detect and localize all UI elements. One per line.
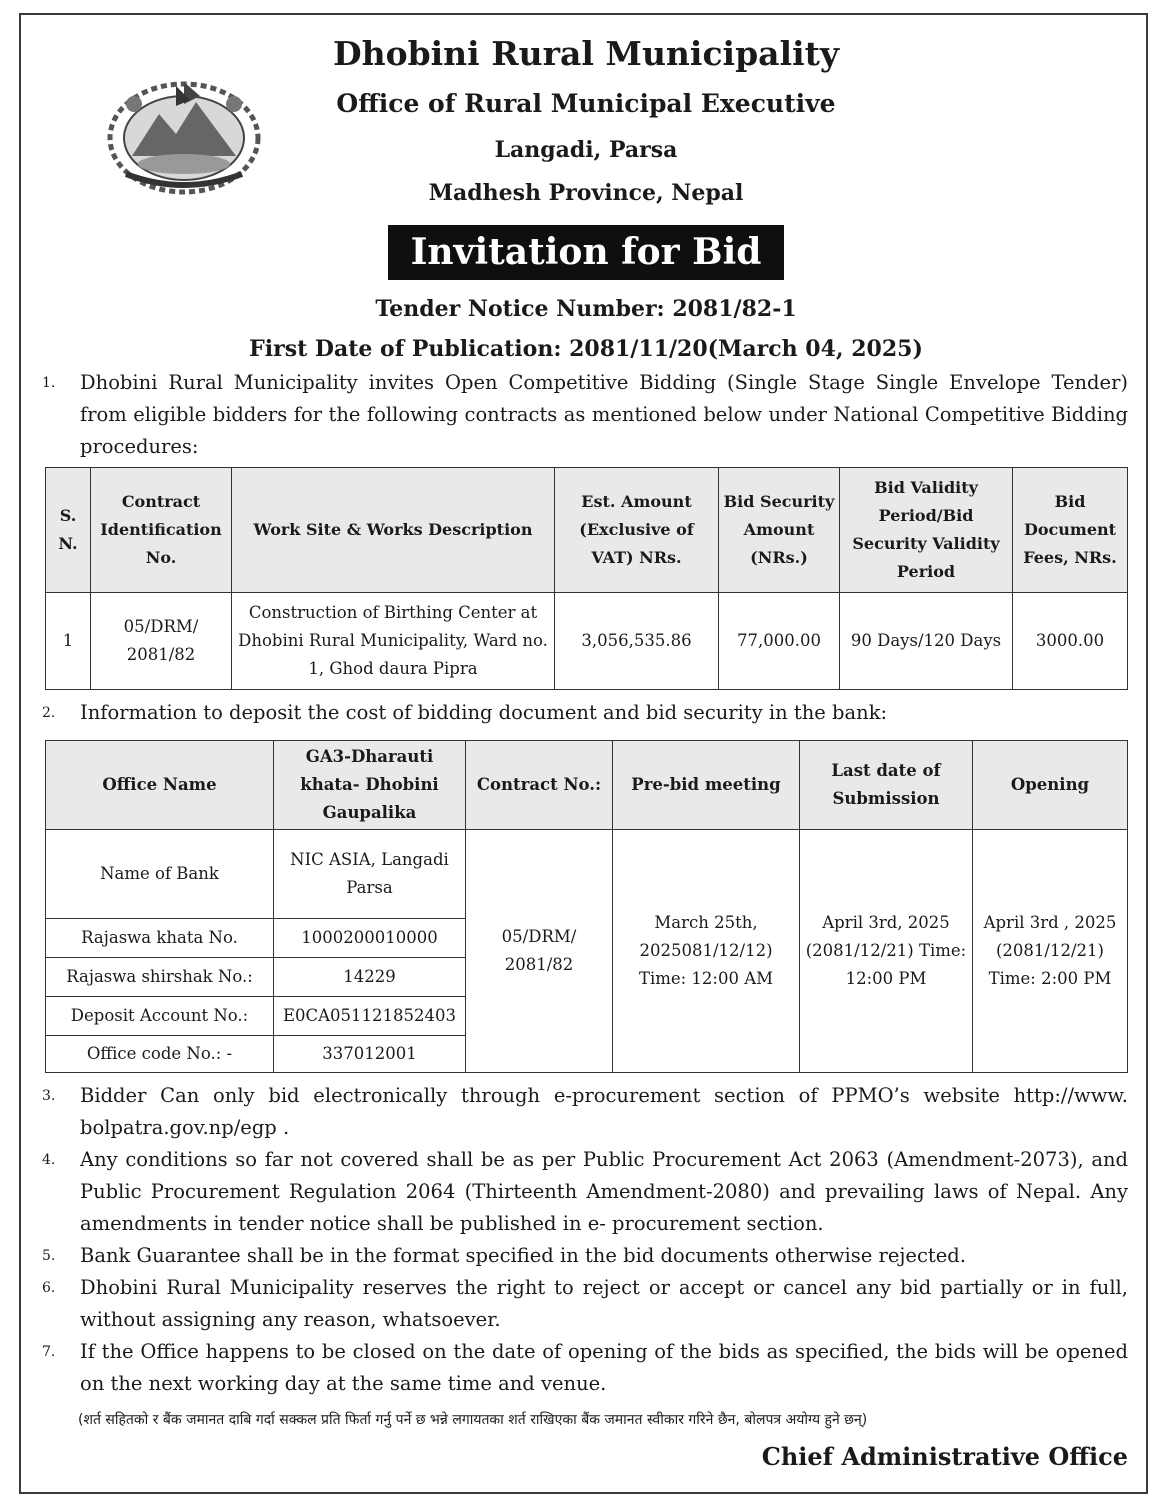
col-description: Work Site & Works Description — [232, 468, 555, 593]
cell-bank-value: NIC ASIA, Langadi Parsa — [274, 830, 466, 919]
cell-contract-id: 05/DRM/ 2081/82 — [91, 593, 232, 690]
col-doc-fees: Bid Document Fees, NRs. — [1013, 468, 1128, 593]
place-line: Langadi, Parsa — [494, 137, 678, 163]
cell-bank-label: Rajaswa shirshak No.: — [46, 958, 274, 997]
invitation-banner: Invitation for Bid — [388, 225, 784, 280]
contract-table — [45, 467, 1128, 690]
cell-contract-no: 05/DRM/ 2081/82 — [466, 830, 613, 1073]
clause-number: 4. — [42, 1152, 56, 1168]
table-row — [46, 593, 1128, 690]
cell-description: Construction of Birthing Center at Dhobini Rural Municipality, Ward no. 1, Ghod daura Pipra — [232, 593, 555, 690]
signature-office: Chief Administrative Office — [761, 1442, 1128, 1471]
clause-number: 6. — [42, 1280, 56, 1296]
office-title: Office of Rural Municipal Executive — [336, 89, 836, 118]
col-contract-id: Contract Identification No. — [91, 468, 232, 593]
cell-prebid: March 25th, 2025081/12/12) Time: 12:00 AM — [613, 830, 800, 1073]
table-header-row — [46, 468, 1128, 593]
cell-submission: April 3rd, 2025 (2081/12/21) Time: 12:00 PM — [800, 830, 973, 1073]
nepal-emblem-icon — [104, 64, 264, 196]
clause-4 — [42, 1144, 1128, 1240]
clause-5 — [42, 1240, 1128, 1272]
clause-text: Dhobini Rural Municipality reserves the right to reject or accept or cancel any bid partially or in full, without assigning any reason, whatsoever. — [80, 1276, 1128, 1331]
cell-bank-value: E0CA051121852403 — [274, 997, 466, 1036]
cell-opening: April 3rd , 2025 (2081/12/21) Time: 2:00 PM — [973, 830, 1128, 1073]
clause-text: Bank Guarantee shall be in the format specified in the bid documents otherwise rejected. — [80, 1244, 966, 1267]
col-sn: S. N. — [46, 468, 91, 593]
clause-number: 2. — [42, 705, 56, 721]
clause-text: Bidder Can only bid electronically through e-procurement section of PPMO’s website http://www. bolpatra.gov.np/egp . — [80, 1084, 1128, 1139]
cell-est-amount: 3,056,535.86 — [555, 593, 719, 690]
col-bid-security: Bid Security Amount (NRs.) — [719, 468, 840, 593]
cell-doc-fees: 3000.00 — [1013, 593, 1128, 690]
cell-bank-value: 1000200010000 — [274, 919, 466, 958]
cell-bank-label: Deposit Account No.: — [46, 997, 274, 1036]
cell-bid-security: 77,000.00 — [719, 593, 840, 690]
col-contract-no: Contract No.: — [466, 741, 613, 830]
clause-text: Information to deposit the cost of bidding document and bid security in the bank: — [80, 701, 888, 724]
col-office-name: Office Name — [46, 741, 274, 830]
cell-validity: 90 Days/120 Days — [840, 593, 1013, 690]
clause-7 — [42, 1336, 1128, 1400]
clause-2 — [42, 697, 1128, 729]
nepali-note: (शर्त सहितको र बैंक जमानत दाबि गर्दा सक्कल प्रति फिर्ता गर्नु पर्ने छ भन्ने लगायतका शर्त राखिएका बैंक जमानत स्वीकार गरिने छैन, बोलपत्र अयोग्य हुने छन्) — [78, 1412, 868, 1428]
bank-deposit-table — [45, 740, 1128, 1073]
cell-sn: 1 — [46, 593, 91, 690]
tender-number: Tender Notice Number: 2081/82-1 — [375, 296, 797, 322]
col-opening: Opening — [973, 741, 1128, 830]
col-submission: Last date of Submission — [800, 741, 973, 830]
clause-6 — [42, 1272, 1128, 1336]
col-ga3-khata: GA3-Dharauti khata- Dhobini Gaupalika — [274, 741, 466, 830]
org-title: Dhobini Rural Municipality — [332, 34, 840, 73]
clause-number: 3. — [42, 1088, 56, 1104]
cell-bank-label: Name of Bank — [46, 830, 274, 919]
cell-bank-label: Rajaswa khata No. — [46, 919, 274, 958]
clause-text: Dhobini Rural Municipality invites Open Competitive Bidding (Single Stage Single Envelope Tender) from eligible bidders for the following contracts as mentioned below under National Competitive Bidding procedures: — [80, 371, 1128, 458]
clause-number: 1. — [42, 375, 56, 391]
col-est-amount: Est. Amount (Exclusive of VAT) NRs. — [555, 468, 719, 593]
table-row — [46, 830, 1128, 919]
col-validity: Bid Validity Period/Bid Security Validity Period — [840, 468, 1013, 593]
col-prebid: Pre-bid meeting — [613, 741, 800, 830]
clause-3 — [42, 1080, 1128, 1144]
clause-number: 5. — [42, 1248, 56, 1264]
clause-number: 7. — [42, 1344, 56, 1360]
table-header-row — [46, 741, 1128, 830]
cell-bank-value: 337012001 — [274, 1036, 466, 1073]
cell-bank-value: 14229 — [274, 958, 466, 997]
province-line: Madhesh Province, Nepal — [428, 180, 744, 206]
first-publication-date: First Date of Publication: 2081/11/20(March 04, 2025) — [249, 336, 923, 362]
cell-bank-label: Office code No.: - — [46, 1036, 274, 1073]
clause-text: Any conditions so far not covered shall be as per Public Procurement Act 2063 (Amendment-2073), and Public Procurement Regulation 2064 (Thirteenth Amendment-2080) and prevailing laws of Nepal. Any amendments in tender notice shall be published in e- procurement section. — [80, 1148, 1128, 1235]
clause-1 — [42, 367, 1128, 463]
clause-text: If the Office happens to be closed on the date of opening of the bids as specified, the bids will be opened on the next working day at the same time and venue. — [80, 1340, 1128, 1395]
